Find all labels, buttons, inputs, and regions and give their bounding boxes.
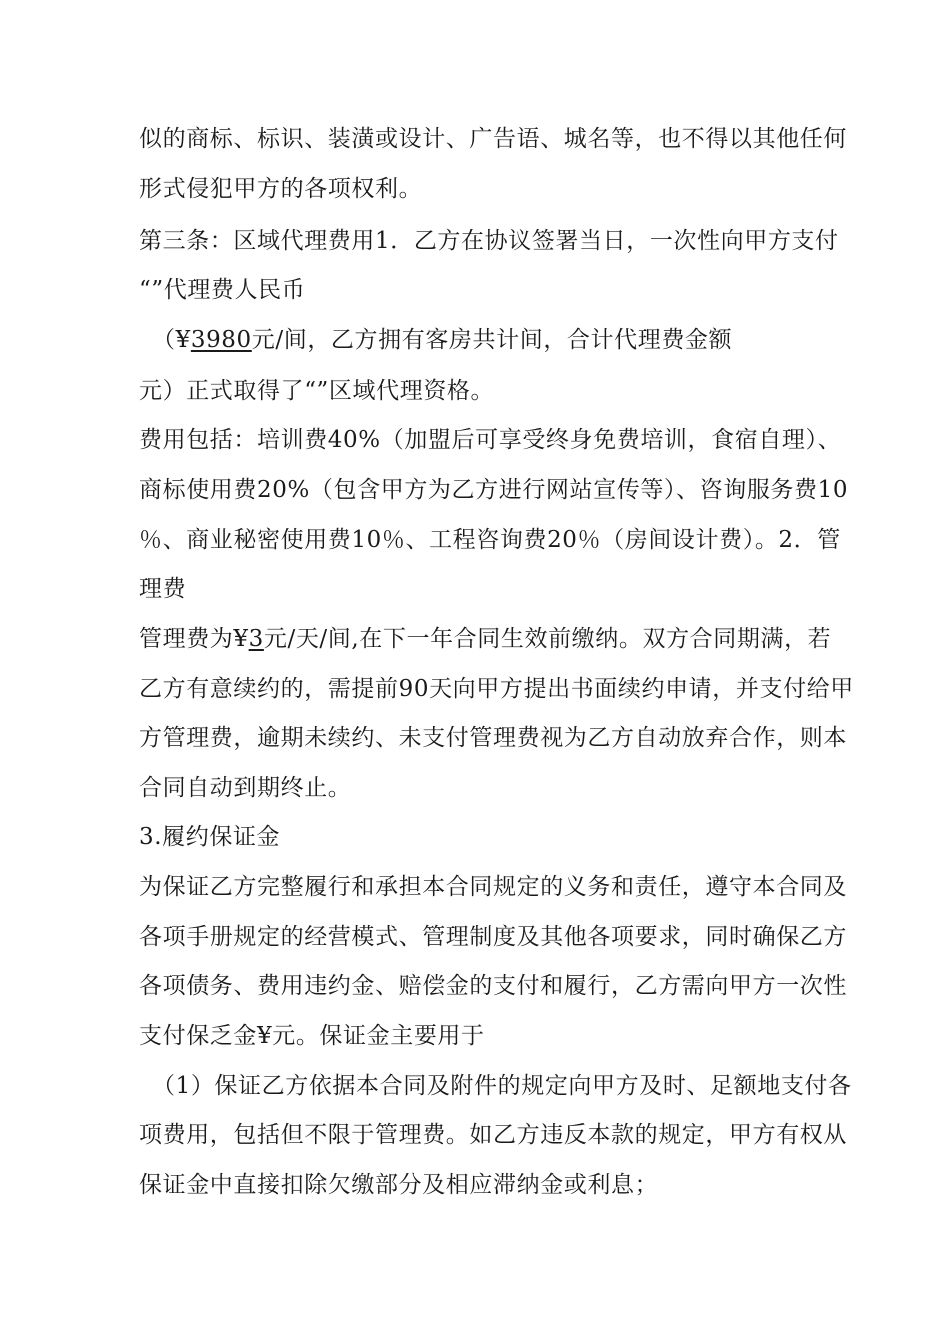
agency-fee-line [152, 325, 732, 355]
section-heading: 3.履约保证金 [139, 824, 281, 850]
management-fee-line [139, 624, 831, 654]
paragraph-line: 元）正式取得了“”区域代理资格。 [139, 378, 495, 404]
paragraph-line: 保证金中直接扣除欠缴部分及相应滞纳金或利息； [139, 1172, 659, 1198]
paragraph-line: “”代理费人民币 [139, 277, 306, 303]
mgmt-suffix: 元/天/间,在下一年合同生效前缴纳。双方合同期满，若 [263, 626, 832, 652]
fee-amount: 3980 [190, 327, 252, 353]
mgmt-prefix: 管理费为¥ [139, 626, 249, 652]
fee-prefix: （¥ [152, 327, 191, 353]
paragraph-line: 费用包括：培训费40%（加盟后可享受终身免费培训，食宿自理）、 [139, 427, 842, 453]
paragraph-line: 商标使用费20%（包含甲方为乙方进行网站宣传等）、咨询服务费10 [139, 477, 849, 503]
paragraph-line: 项费用，包括但不限于管理费。如乙方违反本款的规定，甲方有权从 [139, 1122, 847, 1148]
paragraph-line: 各项债务、费用违约金、赔偿金的支付和履行，乙方需向甲方一次性 [139, 973, 847, 999]
paragraph-line: 方管理费，逾期未续约、未支付管理费视为乙方自动放弃合作，则本 [139, 725, 847, 751]
paragraph-line: 支付保乏金¥元。保证金主要用于 [139, 1023, 485, 1049]
paragraph-line: 似的商标、标识、装潢或设计、广告语、城名等，也不得以其他任何 [139, 126, 847, 152]
paragraph-line: ％、商业秘密使用费10％、工程咨询费20％（房间设计费）。2．管 [139, 527, 841, 553]
paragraph-line: 合同自动到期终止。 [139, 775, 352, 801]
paragraph-line: 乙方有意续约的，需提前90天向甲方提出书面续约申请，并支付给甲 [139, 676, 854, 702]
paragraph-line: 为保证乙方完整履行和承担本合同规定的义务和责任，遵守本合同及 [139, 874, 847, 900]
paragraph-line: 各项手册规定的经营模式、管理制度及其他各项要求，同时确保乙方 [139, 924, 847, 950]
fee-suffix: 元/间，乙方拥有客房共计间，合计代理费金额 [251, 327, 733, 353]
paragraph-line: 理费 [139, 576, 187, 602]
paragraph-line: 形式侵犯甲方的各项权利。 [139, 176, 423, 202]
list-item-line: （1）保证乙方依据本合同及附件的规定向甲方及时、足额地支付各 [152, 1073, 852, 1099]
clause-heading-line: 第三条：区域代理费用1．乙方在协议签署当日，一次性向甲方支付 [139, 228, 839, 254]
mgmt-amount: 3 [248, 626, 264, 652]
